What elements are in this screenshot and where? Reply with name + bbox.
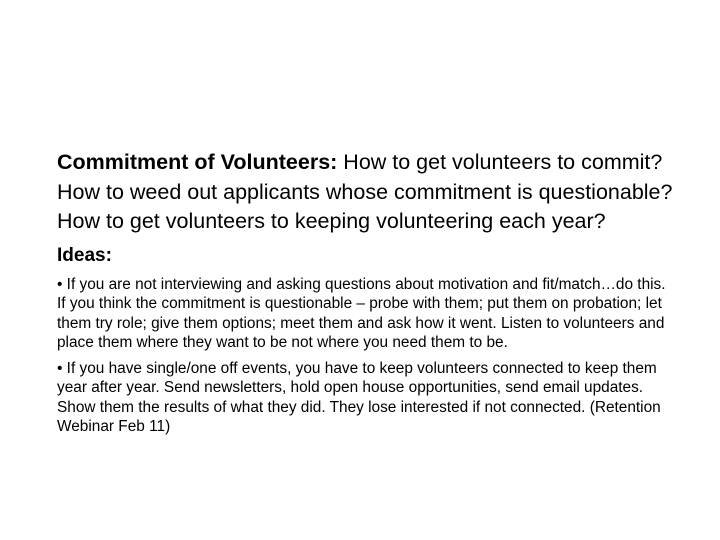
heading-question-text: How to get volunteers to commit? How to weed out applicants whose commitment is questionable? How to get volunteers to keeping volunteering each year? xyxy=(57,150,673,233)
bullet-item-1: • If you are not interviewing and asking questions about motivation and fit/match…do this. If you think the commitment is questionable – probe with them; put them on probation; let them try role; give them options; meet them and ask how it went. Listen to volunteers and place them where they want to be not where you need them to be. xyxy=(57,275,666,351)
bullet-item-2: • If you have single/one off events, you have to keep volunteers connected to keep them year after year. Send newsletters, hold open house opportunities, send email updates. Show them the results of what they did. They lose interested if not connected. (Retention Webinar Feb 11) xyxy=(57,359,661,435)
slide-content xyxy=(57,148,677,437)
heading-bold-title: Commitment of Volunteers: xyxy=(57,150,338,174)
slide-heading xyxy=(57,148,677,237)
ideas-label: Ideas: xyxy=(57,244,112,266)
